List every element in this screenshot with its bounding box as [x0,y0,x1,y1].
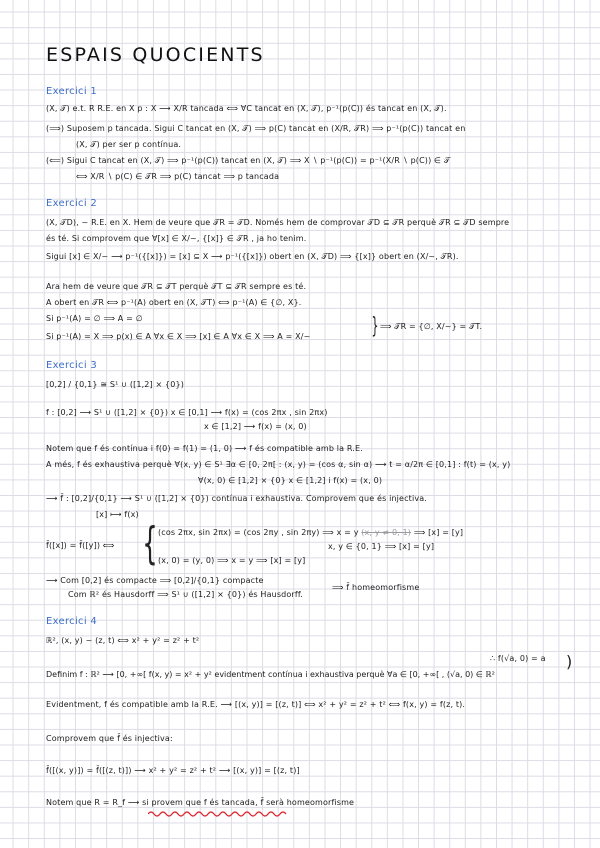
ex1-line: (⟹) Suposem p tancada. Sigui C tancat en (X, 𝒯) ⟹ p(C) tancat en (X/R, 𝒯R) ⟹ p⁻¹(p(C)) tancat en [46,124,466,133]
ex4-line: Evidentment, f és compatible amb la R.E. ⟶ [(x, y)] = [(z, t)] ⟺ x² + y² = z² + t² ⟺ f(x, y) = f(z, t). [46,700,466,709]
ex3-line: ∀(x, 0) ∈ [1,2] × {0} x ∈ [1,2] i f(x) = (x, 0) [198,476,383,485]
ex2-line: és té. Si comprovem que ∀[x] ∈ X/~, {[x]} ∈ 𝒯R , ja ho tenim. [46,234,307,243]
ex3-line: x, y ∈ {0, 1} ⟹ [x] = [y] [328,542,435,551]
ex3-case-line [158,528,463,538]
ex3-line: ⟶ Com [0,2] és compacte ⟹ [0,2]/{0,1} compacte [46,576,264,585]
ex3-line: x ∈ [1,2] ⟶ f(x) = (x, 0) [204,422,307,431]
ex1-line: (X, 𝒯) e.t. R R.E. en X p : X ⟶ X/R tancada ⟺ ∀C tancat en (X, 𝒯), p⁻¹(p(C)) és tancat en (X, 𝒯). [46,104,447,113]
ex4-side-note: ∴ f(√a, 0) = a [490,654,546,663]
ex4-line: Definim f : ℝ² ⟶ [0, +∞[ f(x, y) = x² + y² evidentment contínua i exhaustiva perquè ∀a ∈ [0, +∞[ , (√a, 0) ∈ ℝ² [46,670,495,679]
ex3-line: f̄([x]) = f̄([y]) ⟺ [46,541,115,550]
exercise-1-heading: Exercici 1 [46,86,98,97]
ex4-line: f̄([(x, y)]) = f̄([(z, t)]) ⟶ x² + y² = z² + t² ⟶ [(x, y)] = [(z, t)] [46,766,300,775]
right-paren: ) [566,652,573,671]
ex2-line: Si p⁻¹(A) = X ⟹ p(x) ∈ A ∀x ∈ X ⟹ [x] ∈ A ∀x ∈ X ⟹ A = X/~ [46,332,311,341]
ex4-line: Notem que R = R_f ⟶ si provem que f és tancada, f̄ serà homeomorfisme [46,798,355,807]
ex3-line: [x] ⟼ f(x) [96,510,139,519]
crossed-out-condition: (x, y ≠ 0, 1) [361,528,412,537]
exercise-3-heading: Exercici 3 [46,360,98,371]
ex3-line: Notem que f és contínua i f(0) = f(1) = (1, 0) ⟶ f és compatible amb la R.E. [46,444,363,453]
right-brace: } [371,314,379,339]
exercise-2-heading: Exercici 2 [46,198,98,209]
ex3-line: A més, f és exhaustiva perquè ∀(x, y) ∈ S¹ ∃α ∈ [0, 2π[ : (x, y) = (cos α, sin α) ⟶ t = α/2π ∈ [0,1] : f(t) = (x, y) [46,460,511,469]
ex2-line: Ara hem de veure que 𝒯R ⊆ 𝒯T perquè 𝒯T ⊆ 𝒯R sempre es té. [46,282,307,291]
ex2-line: (X, 𝒯D), ~ R.E. en X. Hem de veure que 𝒯R = 𝒯D. Només hem de comprovar 𝒯D ⊆ 𝒯R perquè 𝒯R ⊆ 𝒯D sempre [46,218,510,227]
exercise-4-heading: Exercici 4 [46,616,98,627]
page-title: ESPAIS QUOCIENTS [46,44,265,66]
ex3-conclusion: ⟹ f̄ homeomorfisme [332,583,420,592]
red-wavy-underline [148,810,288,818]
ex3-line: Com ℝ² és Hausdorff ⟹ S¹ ∪ ([1,2] × {0}) és Hausdorff. [68,590,303,599]
ex1-line: ⟺ X/R ∖ p(C) ∈ 𝒯R ⟹ p(C) tancat ⟹ p tancada [76,172,280,181]
ex3-line: ⟶ f̄ : [0,2]/{0,1} ⟶ S¹ ∪ ([1,2] × {0}) contínua i exhaustiva. Comprovem que és injectiva. [46,494,427,503]
ex3-line: (x, 0) = (y, 0) ⟹ x = y ⟹ [x] = [y] [158,556,306,565]
ex2-line: Sigui [x] ∈ X/~ ⟶ p⁻¹({[x]}) = [x] ⊆ X ⟶ p⁻¹({[x]}) obert en (X, 𝒯D) ⟹ {[x]} obert en (X/~, 𝒯R). [46,252,459,261]
ex3-line: [0,2] / {0,1} ≅ S¹ ∪ ([1,2] × {0}) [46,380,185,389]
ex2-line: A obert en 𝒯R ⟺ p⁻¹(A) obert en (X, 𝒯T) ⟺ p⁻¹(A) ∈ {∅, X}. [46,298,302,307]
ex2-conclusion: ⟹ 𝒯R = {∅, X/~} = 𝒯T. [380,322,483,331]
ex3-line: f : [0,2] ⟶ S¹ ∪ ([1,2] × {0}) x ∈ [0,1] ⟶ f(x) = (cos 2πx , sin 2πx) [46,408,328,417]
ex1-line: (X, 𝒯) per ser p contínua. [76,140,182,149]
ex2-line: Si p⁻¹(A) = ∅ ⟹ A = ∅ [46,314,143,323]
left-brace: { [142,518,158,569]
ex4-line: ℝ², (x, y) ~ (z, t) ⟺ x² + y² = z² + t² [46,636,200,645]
ex3-case-text: (cos 2πx, sin 2πx) = (cos 2πy , sin 2πy) ⟹ x = y (x, y ≠ 0, 1) ⟹ [x] = [y] [158,528,464,537]
ex4-line: Comprovem que f̄ és injectiva: [46,734,173,743]
ex1-line: (⟸) Sigui C tancat en (X, 𝒯) ⟹ p⁻¹(p(C)) tancat en (X, 𝒯) ⟹ X ∖ p⁻¹(p(C)) = p⁻¹(X/R ∖ p(C)) ∈ 𝒯 [46,156,451,165]
